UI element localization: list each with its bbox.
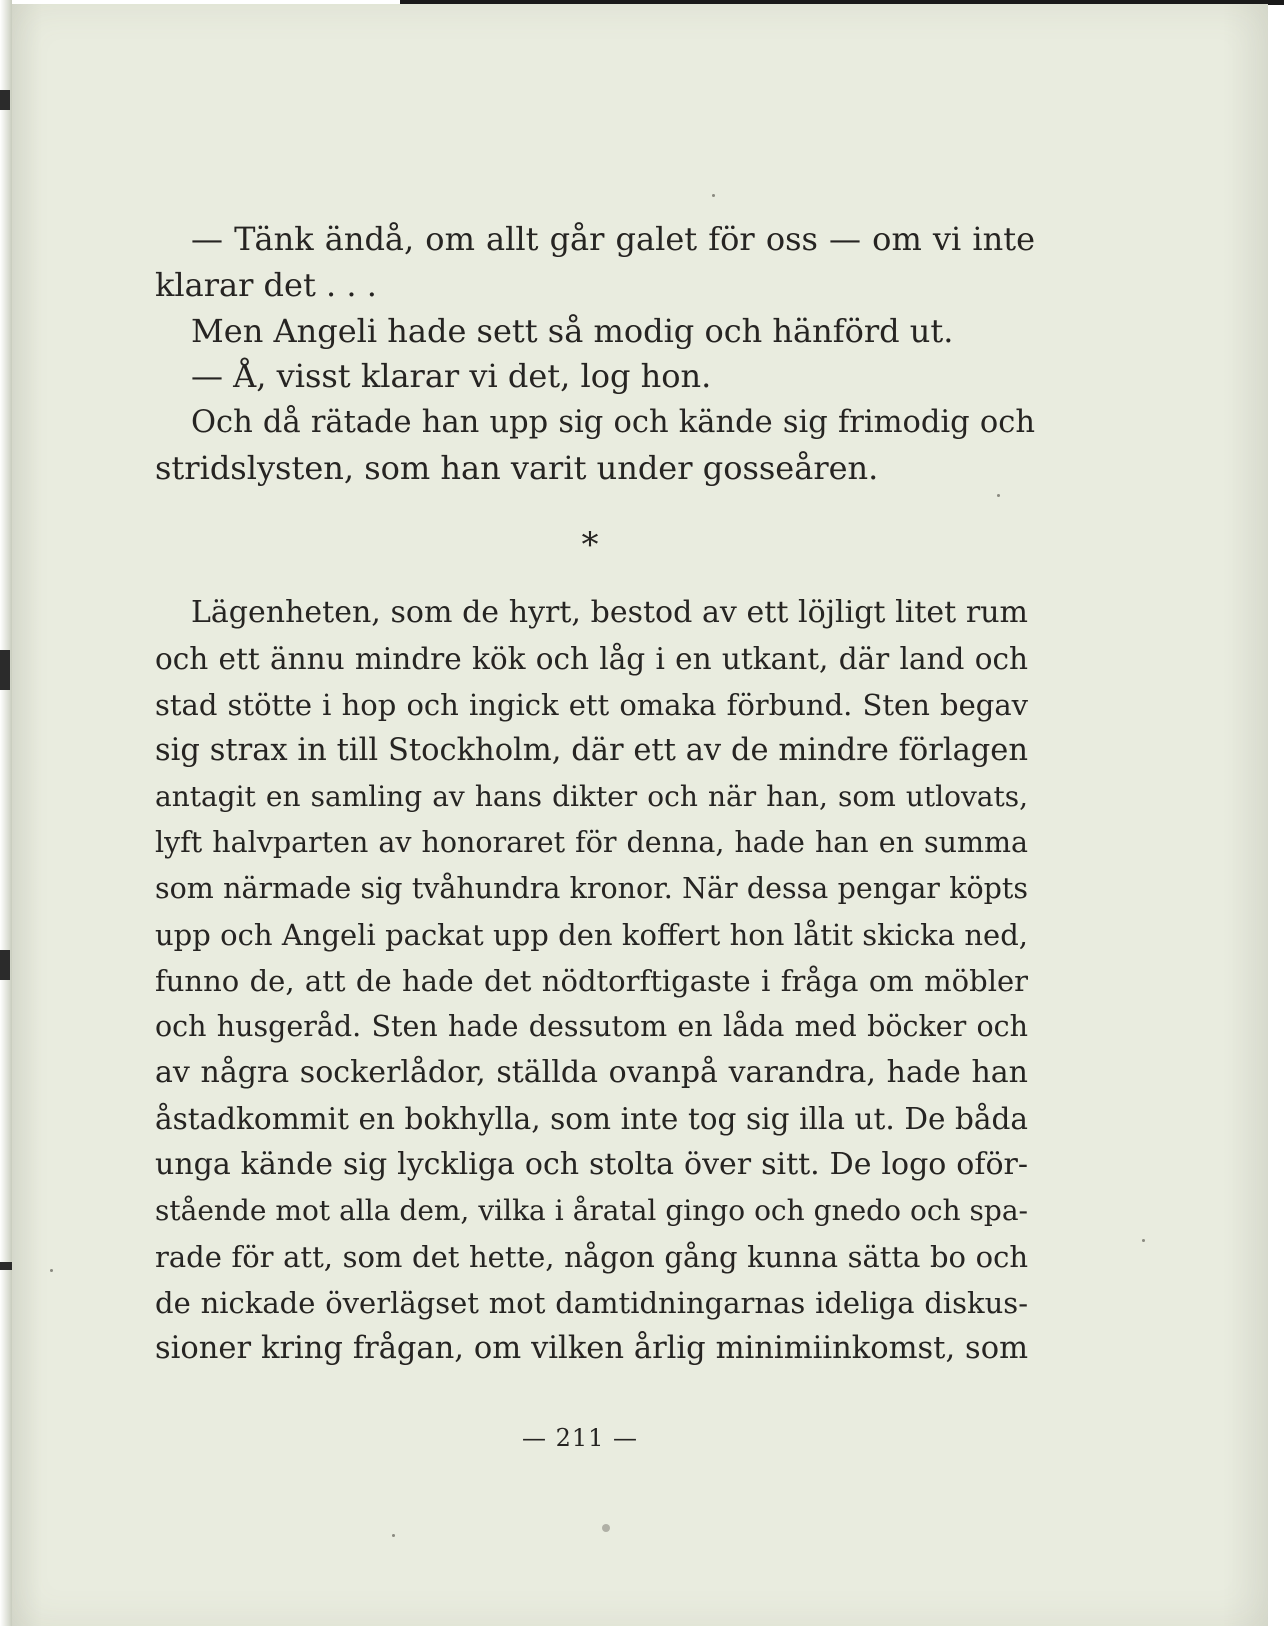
paper-speck xyxy=(392,1534,395,1537)
text-line: antagit en samling av hans dikter och när han, som utlovats, xyxy=(155,780,1028,813)
text-block-bottom xyxy=(155,590,1028,1372)
text-line: Lägenheten, som de hyrt, bestod av ett löjligt litet rum xyxy=(191,595,1028,630)
text-line: stridslysten, som han varit under gosseåren. xyxy=(155,448,879,487)
text-line: funno de, att de hade det nödtorftigaste i fråga om möbler xyxy=(155,964,1028,998)
text-line: av några sockerlådor, ställda ovanpå varandra, hade han xyxy=(155,1055,1028,1090)
binding-mark xyxy=(0,90,10,110)
text-line: de nickade överlägset mot damtidningarnas ideliga diskus- xyxy=(155,1286,1028,1320)
text-line: sig strax in till Stockholm, där ett av de mindre förlagen xyxy=(155,733,1028,768)
text-line: som närmade sig tvåhundra kronor. När dessa pengar köpts xyxy=(155,872,1028,905)
page-number: — 211 — xyxy=(521,1424,639,1452)
text-line: — Å, visst klarar vi det, log hon. xyxy=(191,357,712,396)
paper-speck xyxy=(997,494,1000,497)
section-separator: * xyxy=(581,525,599,565)
paper-speck xyxy=(1142,1239,1145,1242)
paper-speck xyxy=(50,1269,53,1272)
text-line: unga kände sig lyckliga och stolta över sitt. De logo oför- xyxy=(155,1147,1028,1182)
text-block-top xyxy=(155,217,1035,492)
text-line: sioner kring frågan, om vilken årlig minimiinkomst, som xyxy=(155,1331,1028,1366)
text-line: rade för att, som det hette, någon gång kunna sätta bo och xyxy=(155,1240,1028,1274)
text-line: stående mot alla dem, vilka i åratal gingo och gnedo och spa- xyxy=(155,1194,1028,1227)
paper-speck xyxy=(712,194,715,197)
text-line: åstadkommit en bokhylla, som inte tog sig illa ut. De båda xyxy=(155,1102,1028,1136)
text-line: upp och Angeli packat upp den koffert hon låtit skicka ned, xyxy=(155,918,1028,952)
paper-speck xyxy=(602,1524,610,1532)
binding-mark xyxy=(0,950,10,980)
text-line: Men Angeli hade sett så modig och hänförd ut. xyxy=(191,311,954,350)
text-line: och husgeråd. Sten hade dessutom en låda med böcker och xyxy=(155,1010,1028,1043)
text-line: lyft halvparten av honoraret för denna, hade han en summa xyxy=(155,826,1028,859)
binding-mark xyxy=(0,650,10,690)
text-line: klarar det . . . xyxy=(155,265,377,304)
text-line: och ett ännu mindre kök och låg i en utkant, där land och xyxy=(155,642,1028,676)
text-line: — Tänk ändå, om allt går galet för oss — om vi inte xyxy=(191,220,1035,258)
text-line: stad stötte i hop och ingick ett omaka förbund. Sten begav xyxy=(155,688,1028,722)
page-left-edge xyxy=(0,0,12,1626)
text-line: Och då rätade han upp sig och kände sig frimodig och xyxy=(191,405,1035,441)
